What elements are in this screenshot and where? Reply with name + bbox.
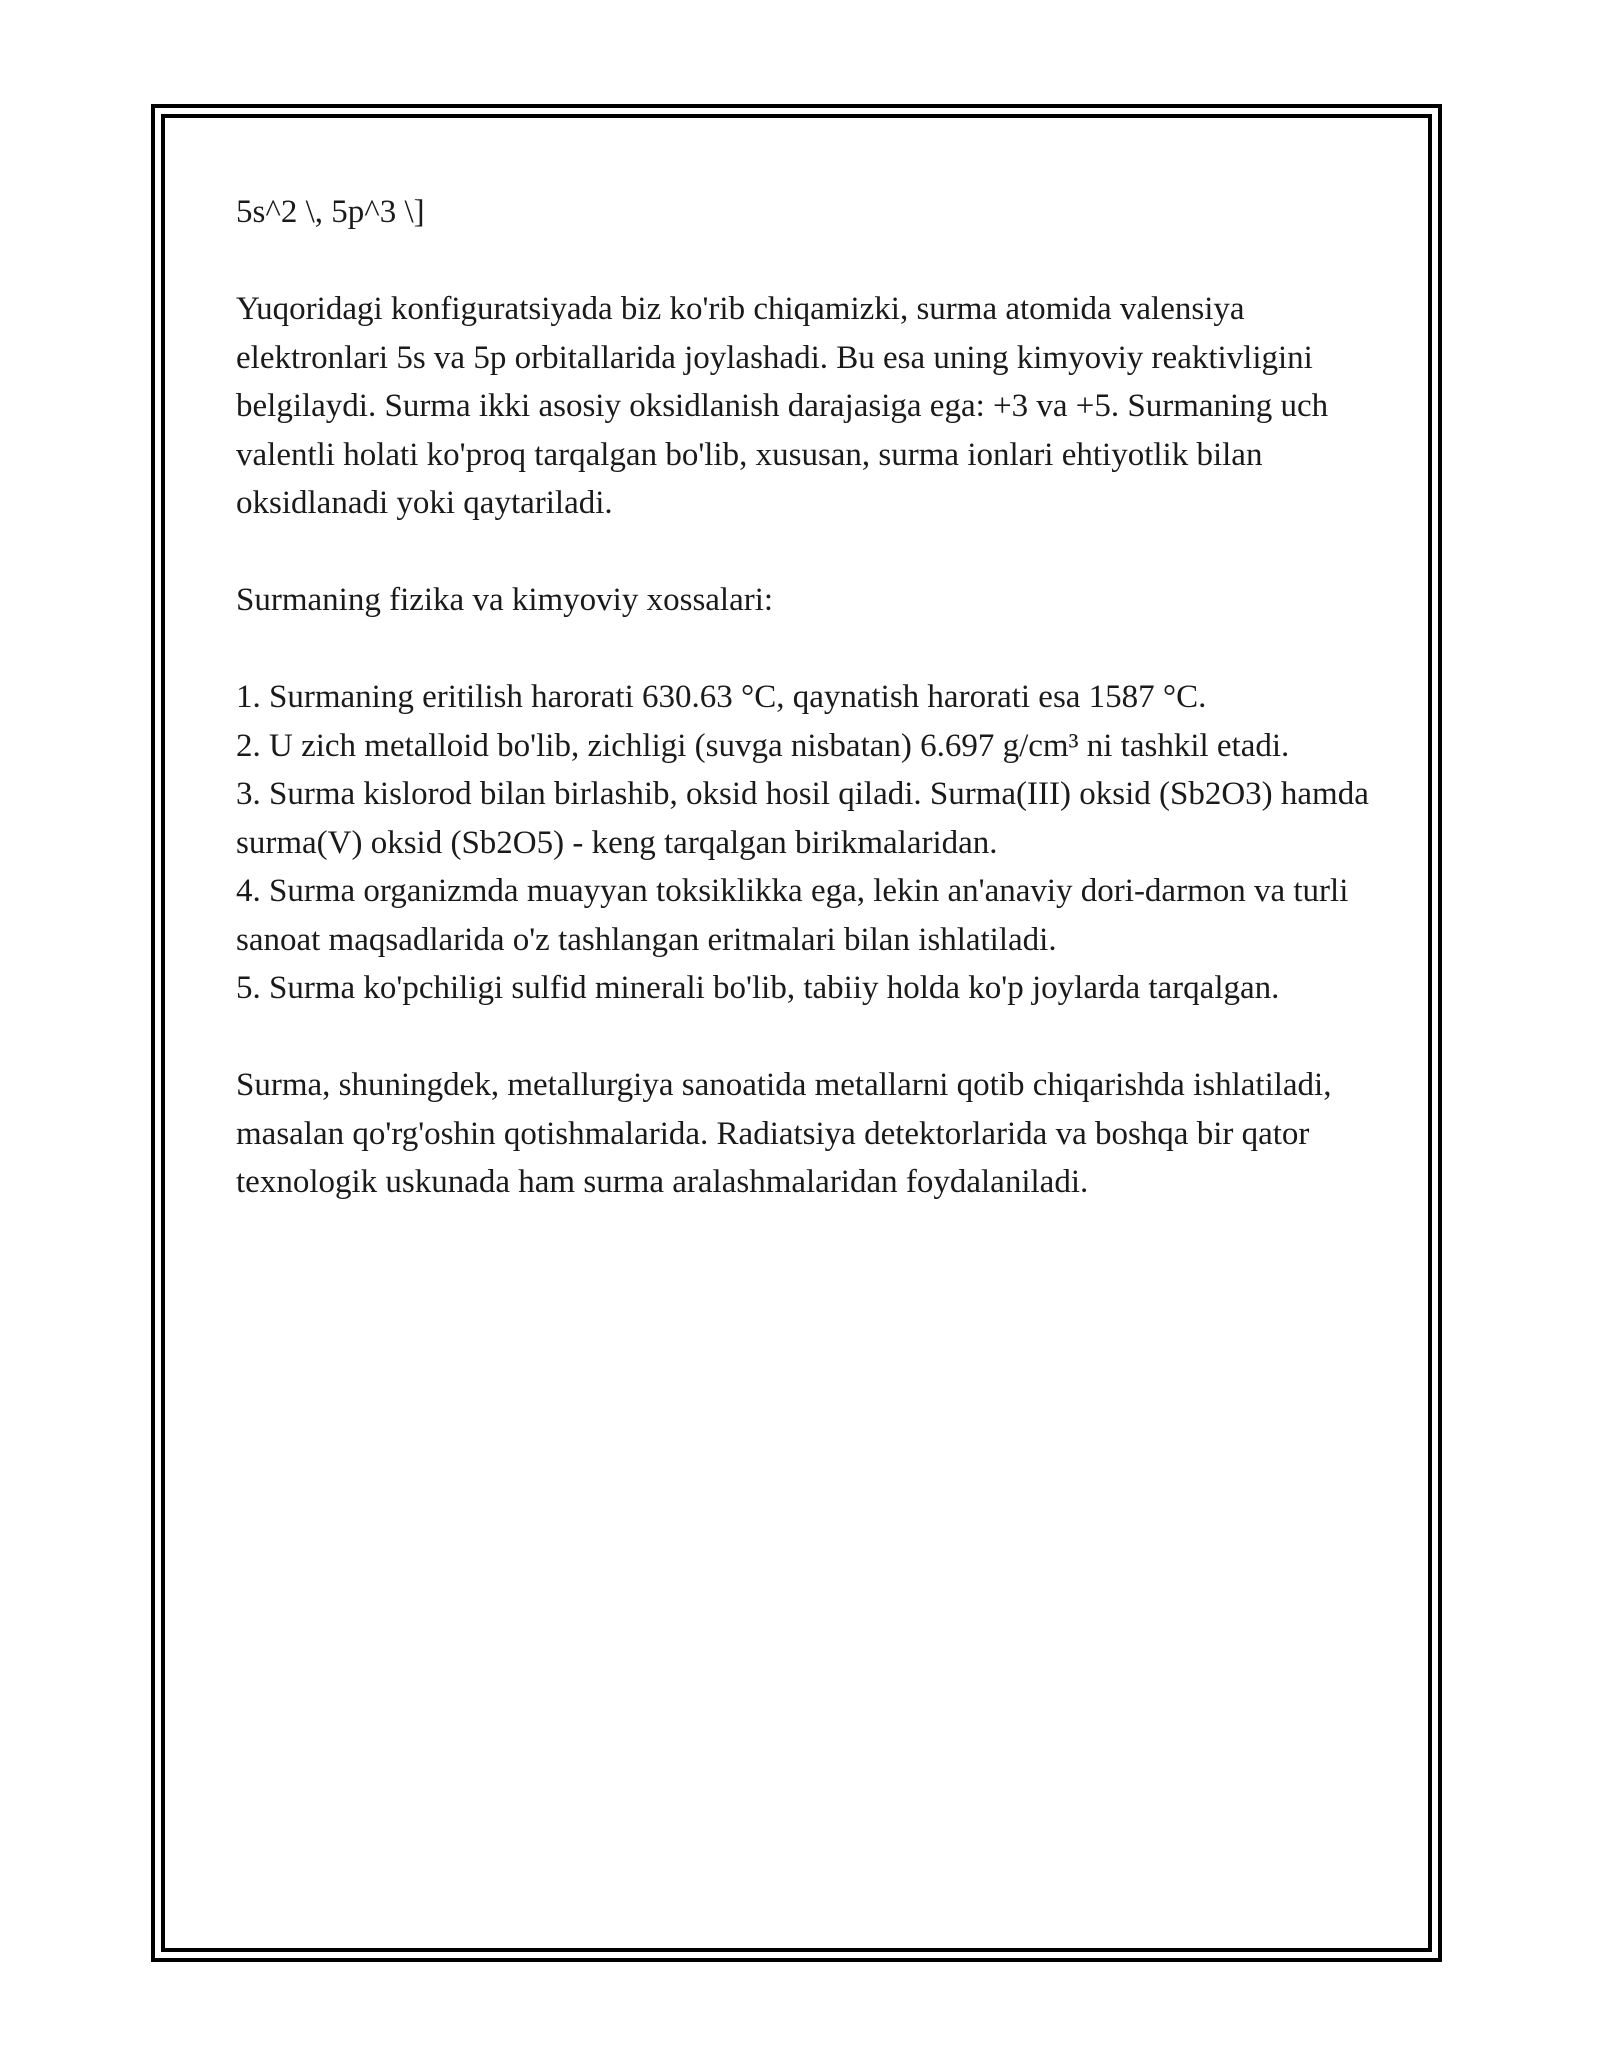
- paragraph-intro: Yuqoridagi konfiguratsiyada biz ko'rib chiqamizki, surma atomida valensiya elektronlari 5s va 5p orbitallarida joylashadi. Bu esa uning kimyoviy reaktivligini belgilaydi. Surma ikki asosiy oksidlanish darajasiga ega: +3 va +5. Surmaning uch valentli holati ko'proq tarqalgan bo'lib, xususan, surma ionlari ehtiyotlik bilan oksidlanadi yoki qaytariladi.: [236, 291, 1329, 521]
- list-item: 1. Surmaning eritilish harorati 630.63 °C, qaynatish harorati esa 1587 °C.: [236, 679, 1207, 715]
- document-body: [236, 188, 1386, 1255]
- list-item: 2. U zich metalloid bo'lib, zichligi (suvga nisbatan) 6.697 g/cm³ ni tashkil etadi.: [236, 727, 1290, 764]
- list-item: 3. Surma kislorod bilan birlashib, oksid hosil qiladi. Surma(III) oksid (Sb2O3) hamda surma(V) oksid (Sb2O5) - keng tarqalgan birikmalaridan.: [236, 776, 1369, 861]
- list-item: 4. Surma organizmda muayyan toksiklikka ega, lekin an'anaviy dori-darmon va turli sanoat maqsadlarida o'z tashlangan eritmalari bilan ishlatiladi.: [236, 873, 1349, 958]
- section-heading: Surmaning fizika va kimyoviy xossalari:: [236, 582, 774, 618]
- properties-list: [236, 673, 1386, 1013]
- paragraph-closing: Surma, shuningdek, metallurgiya sanoatida metallarni qotib chiqarishda ishlatiladi, masalan qo'rg'oshin qotishmalarida. Radiatsiya detektorlarida va boshqa bir qator texnologik uskunada ham surma aralashmalaridan foydalaniladi.: [236, 1067, 1332, 1200]
- formula-line: 5s^2 \, 5p^3 \]: [236, 194, 425, 230]
- list-item: 5. Surma ko'pchiligi sulfid minerali bo'lib, tabiiy holda ko'p joylarda tarqalgan.: [236, 970, 1280, 1006]
